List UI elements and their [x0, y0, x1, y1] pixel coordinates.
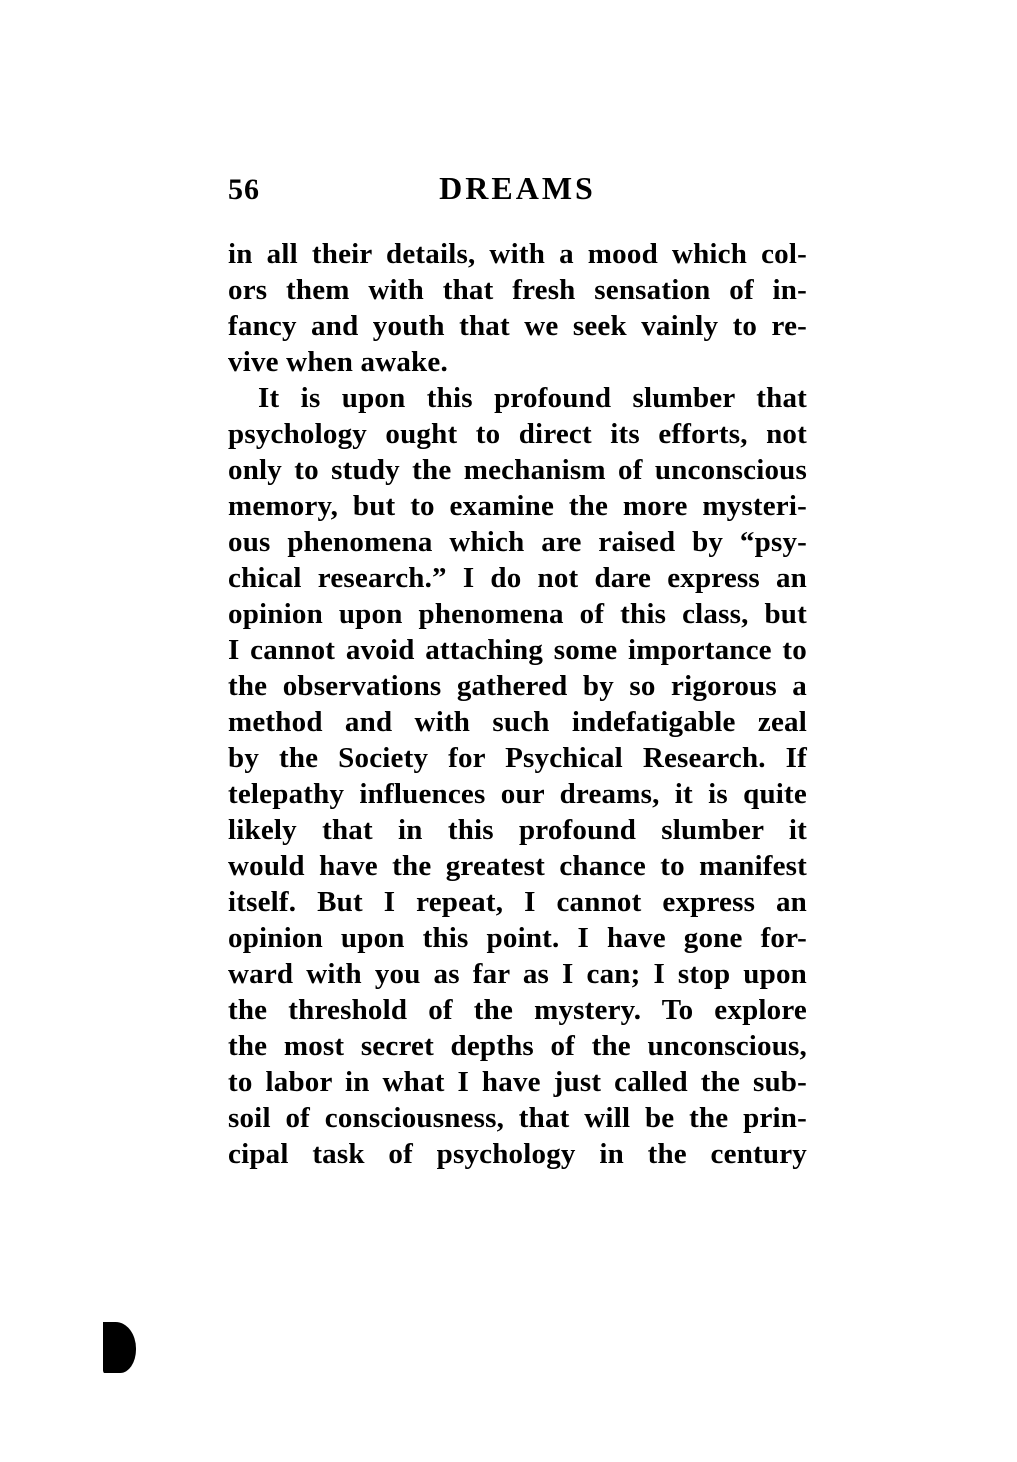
page-header [228, 170, 807, 210]
text-line: by the Society for Psychical Research. If [228, 742, 807, 774]
text-line: opinion upon this point. I have gone for- [228, 922, 807, 954]
text-line: method and with such indefatigable zeal [228, 706, 807, 738]
text-line: itself. But I repeat, I cannot express an [228, 886, 807, 918]
text-line: the observations gathered by so rigorous a [228, 670, 807, 702]
text-line: in all their details, with a mood which col- [228, 238, 807, 270]
text-block [228, 236, 807, 1172]
text-line: chical research.” I do not dare express an [228, 562, 807, 594]
running-title: DREAMS [439, 170, 596, 206]
text-line: only to study the mechanism of unconscious [228, 454, 807, 486]
page-number: 56 [228, 173, 260, 206]
text-line: the most secret depths of the unconscious, [228, 1030, 807, 1062]
text-line: cipal task of psychology in the century [228, 1138, 807, 1170]
text-line: vive when awake. [228, 346, 448, 378]
text-line: likely that in this profound slumber it [228, 814, 807, 846]
text-line: opinion upon phenomena of this class, but [228, 598, 807, 630]
text-line: I cannot avoid attaching some importance to [228, 634, 807, 666]
text-line: soil of consciousness, that will be the prin- [228, 1102, 807, 1134]
text-line: ous phenomena which are raised by “psy- [228, 526, 807, 558]
text-line: ward with you as far as I can; I stop upon [228, 958, 807, 990]
text-line: to labor in what I have just called the sub- [228, 1066, 807, 1098]
text-line: psychology ought to direct its efforts, not [228, 418, 807, 450]
text-line: would have the greatest chance to manifest [228, 850, 807, 882]
text-line: It is upon this profound slumber that [258, 382, 807, 414]
text-line: fancy and youth that we seek vainly to re- [228, 310, 807, 342]
text-line: ors them with that fresh sensation of in- [228, 274, 807, 306]
text-line: telepathy influences our dreams, it is quite [228, 778, 807, 810]
text-line: the threshold of the mystery. To explore [228, 994, 807, 1026]
ink-blot-artifact [103, 1322, 136, 1373]
text-line: memory, but to examine the more mysteri- [228, 490, 807, 522]
